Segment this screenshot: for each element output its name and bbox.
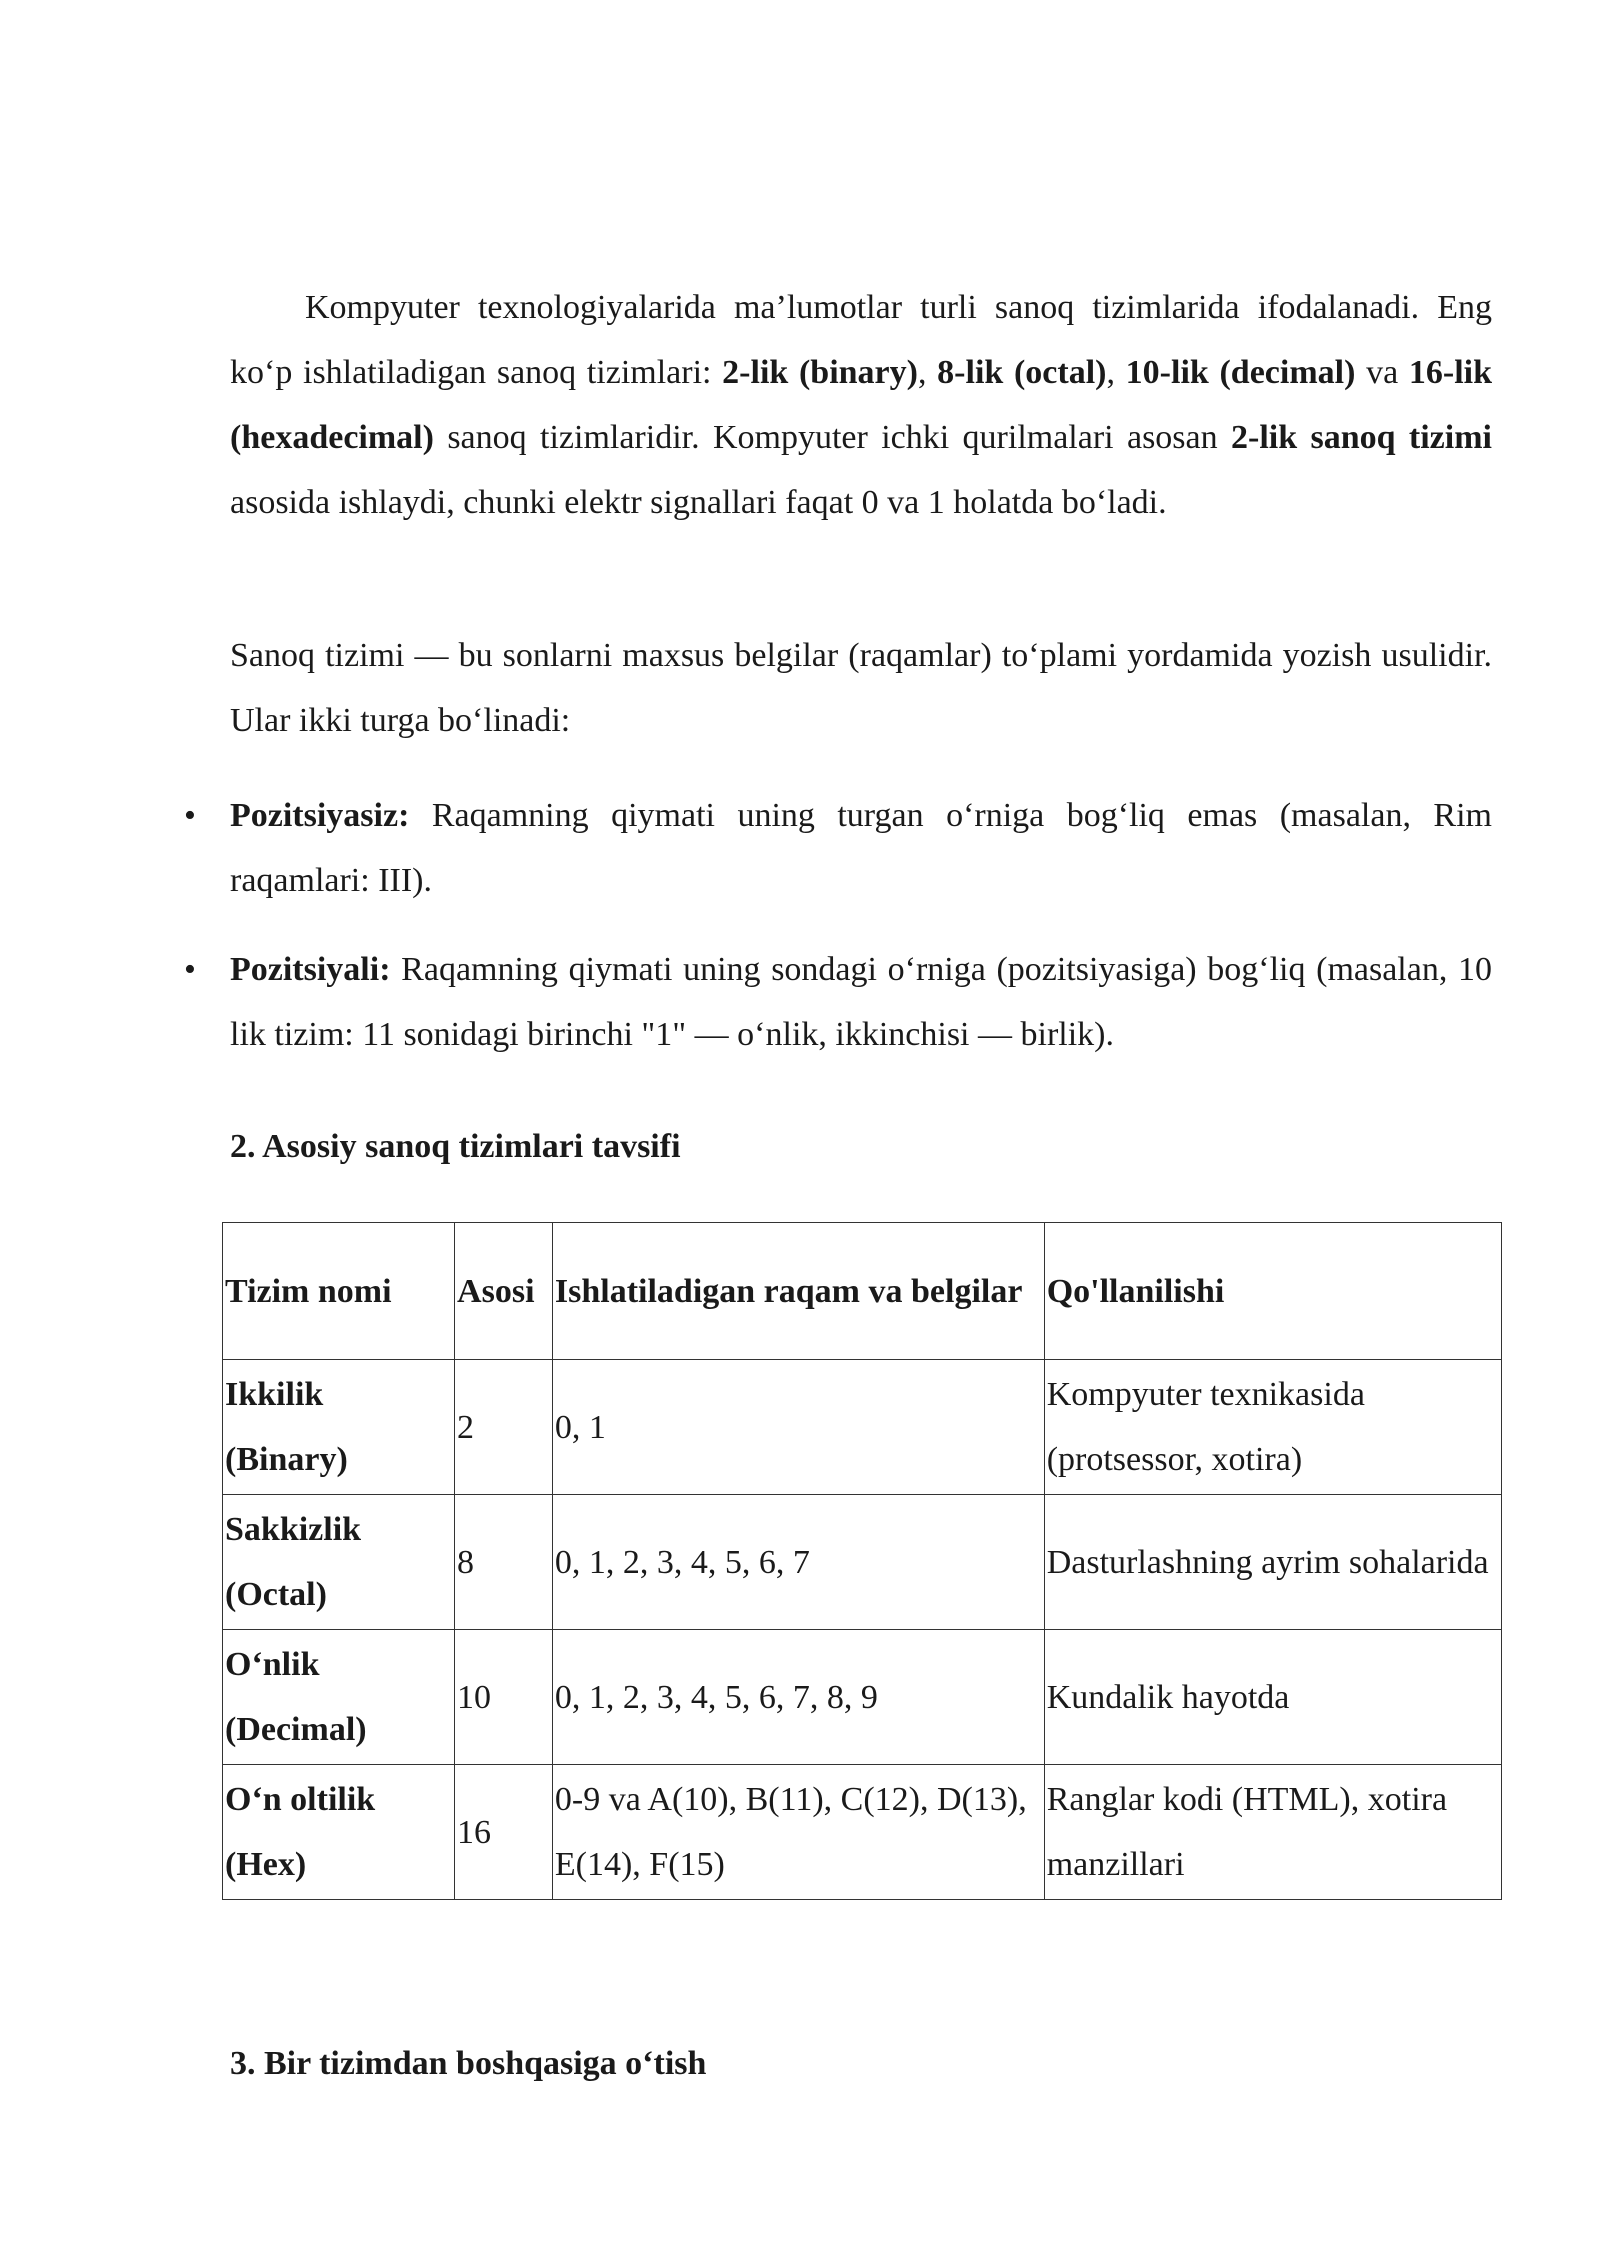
table-row — [223, 1360, 1502, 1495]
table-row — [223, 1495, 1502, 1630]
table-row — [223, 1630, 1502, 1765]
header-system-name: Tizim nomi — [223, 1223, 455, 1360]
cell-digits: 0, 1, 2, 3, 4, 5, 6, 7, 8, 9 — [552, 1630, 1044, 1765]
cell-base: 10 — [455, 1630, 553, 1765]
intro-paragraph: Kompyuter texnologiyalarida ma’lumotlar turli sanoq tizimlarida ifodalanadi. Eng ko‘p ishlatiladigan sanoq tizimlari: 2-lik (binary), 8-lik (octal), 10-lik (decimal) va 16-lik (hexadecimal) sanoq tizimlaridir. Kompyuter ichki qurilmalari asosan 2-lik sanoq tizimi asosida ishlaydi, chunki elektr signallari faqat 0 va 1 holatda bo‘ladi. — [230, 289, 1493, 521]
cell-base: 8 — [455, 1495, 553, 1630]
cell-system-name: O‘n oltilik (Hex) — [223, 1765, 455, 1900]
cell-system-name: Ikkilik (Binary) — [223, 1360, 455, 1495]
header-usage: Qo'llanilishi — [1044, 1223, 1501, 1360]
header-base: Asosi — [455, 1223, 553, 1360]
header-digits: Ishlatiladigan raqam va belgilar — [552, 1223, 1044, 1360]
cell-system-name: Sakkizlik (Octal) — [223, 1495, 455, 1630]
cell-usage: Kompyuter texnikasida (protsessor, xotira) — [1044, 1360, 1501, 1495]
list-item-positionless: • Pozitsiyasiz: Raqamning qiymati uning turgan o‘rniga bog‘liq emas (masalan, Rim raqamlari: III). — [230, 783, 1492, 913]
section-3-heading: 3. Bir tizimdan boshqasiga o‘tish — [230, 2045, 707, 2082]
number-systems-table — [222, 1222, 1502, 1900]
cell-usage: Ranglar kodi (HTML), xotira manzillari — [1044, 1765, 1501, 1900]
bullet-icon: • — [184, 797, 196, 834]
cell-digits: 0, 1, 2, 3, 4, 5, 6, 7 — [552, 1495, 1044, 1630]
definition-paragraph: Sanoq tizimi — bu sonlarni maxsus belgilar (raqamlar) to‘plami yordamida yozish usulidir. Ular ikki turga bo‘linadi: — [230, 637, 1492, 739]
cell-base: 2 — [455, 1360, 553, 1495]
cell-system-name: O‘nlik (Decimal) — [223, 1630, 455, 1765]
table-row — [223, 1765, 1502, 1900]
cell-usage: Dasturlashning ayrim sohalarida — [1044, 1495, 1501, 1630]
bullet-icon: • — [184, 951, 196, 988]
cell-digits: 0, 1 — [552, 1360, 1044, 1495]
table-header-row — [223, 1223, 1502, 1360]
section-2-heading: 2. Asosiy sanoq tizimlari tavsifi — [230, 1128, 681, 1165]
cell-usage: Kundalik hayotda — [1044, 1630, 1501, 1765]
cell-base: 16 — [455, 1765, 553, 1900]
cell-digits: 0-9 va A(10), B(11), C(12), D(13), E(14), F(15) — [552, 1765, 1044, 1900]
list-item-positional: • Pozitsiyali: Raqamning qiymati uning sondagi o‘rniga (pozitsiyasiga) bog‘liq (masalan, 10 lik tizim: 11 sonidagi birinchi "1" — o‘nlik, ikkinchisi — birlik). — [230, 937, 1492, 1067]
